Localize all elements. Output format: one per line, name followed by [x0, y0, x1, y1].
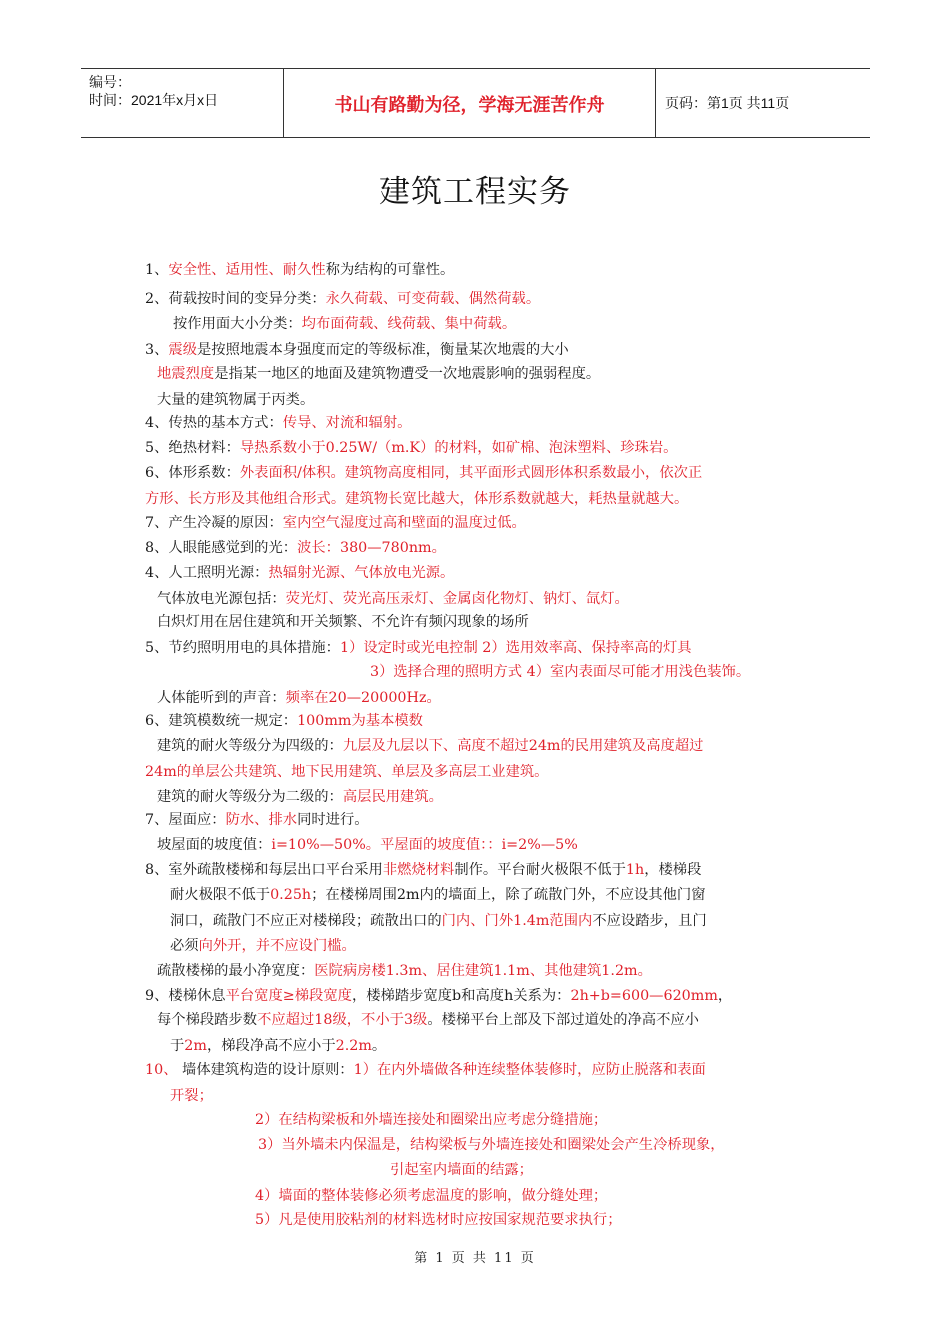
text-segment: 大量的建筑物属于丙类。 [157, 392, 315, 408]
highlighted-text: 频率在20—20000Hz。 [285, 690, 441, 706]
text-line [157, 736, 703, 756]
highlighted-text: 九层及九层以下、高度不超过24m的民用建筑及高度超过 [342, 738, 704, 754]
highlighted-text: 3）当外墙未内保温是，结构梁板与外墙连接处和圈梁处会产生冷桥现象， [258, 1137, 725, 1153]
highlighted-text: 2.2m [335, 1038, 372, 1054]
document-title: 建筑工程实务 [379, 174, 571, 210]
text-segment: 建筑的耐火等级分为四级的： [157, 738, 343, 754]
text-line [255, 1110, 607, 1130]
text-segment: 洞口，疏散门不应正对楼梯段；疏散出口的 [170, 913, 442, 929]
highlighted-text: 100mm为基本模数 [297, 713, 423, 729]
text-segment: 不应设踏步，且门 [592, 913, 707, 929]
highlighted-text: 5）凡是使用胶粘剂的材料选材时应按国家规范要求执行； [255, 1212, 622, 1228]
text-line [258, 1135, 725, 1155]
text-segment: ，梯段净高不应小于 [206, 1038, 336, 1054]
page-footer: 第 1 页 共 11 页 [414, 1251, 536, 1266]
highlighted-text: 24m的单层公共建筑、地下民用建筑、单层及多高层工业建筑。 [145, 764, 549, 780]
header-divider [655, 69, 656, 137]
header-page-label: 页码：第1页 共11页 [665, 95, 790, 111]
text-line [157, 364, 600, 384]
highlighted-text: 安全性、适用性、耐久性 [168, 262, 326, 278]
highlighted-text: 传导、对流和辐射。 [282, 415, 412, 431]
highlighted-text: 门内、门外1.4m范围内 [441, 913, 593, 929]
text-segment: 建筑的耐火等级分为二级的： [157, 789, 343, 805]
text-line [173, 314, 516, 334]
highlighted-text: 1）在内外墙做各种连续整体装修时，应防止脱落和表面 [353, 1062, 706, 1078]
text-segment: 4、人工照明光源： [145, 565, 269, 581]
text-line [145, 438, 677, 458]
highlighted-text: 室内空气湿度过高和壁面的温度过低。 [282, 515, 526, 531]
text-line [145, 538, 446, 558]
text-line [145, 463, 702, 483]
text-line [170, 911, 707, 931]
text-segment: 。楼梯平台上部及下部过道处的净高不应小 [427, 1012, 699, 1028]
text-line [157, 612, 529, 632]
text-segment: 5、节约照明用电的具体措施： [145, 640, 340, 656]
text-line [145, 513, 526, 533]
highlighted-text: 震级 [168, 342, 197, 358]
text-line [157, 787, 443, 807]
text-line [145, 1060, 706, 1080]
text-line [157, 390, 314, 410]
text-segment: 3、 [145, 342, 169, 358]
text-segment: 墙体建筑构造的设计原则： [177, 1062, 354, 1078]
text-segment: 8、人眼能感觉到的光： [145, 540, 298, 556]
highlighted-text: 4）墙面的整体装修必须考虑温度的影响，做分缝处理； [255, 1188, 608, 1204]
text-segment: 按作用面大小分类： [173, 316, 302, 332]
header-meta [89, 73, 218, 109]
highlighted-text: 平台宽度≥梯段宽度 [225, 988, 352, 1004]
text-segment: ，楼梯段 [644, 862, 702, 878]
highlighted-text: 防水、排水 [225, 812, 298, 828]
text-line [145, 563, 454, 583]
text-segment: 称为结构的可靠性。 [325, 262, 455, 278]
text-segment: 白炽灯用在居住建筑和开关频繁、不允许有频闪现象的场所 [157, 614, 529, 630]
text-line [145, 340, 569, 360]
header-motto: 书山有路勤为径，学海无涯苦作舟 [334, 95, 605, 116]
highlighted-text: 医院病房楼1.3m、居住建筑1.1m、其他建筑1.2m。 [314, 963, 652, 979]
text-segment: 制作。平台耐火极限不低于 [454, 862, 626, 878]
text-segment: 5、绝热材料： [145, 440, 240, 456]
page-header [81, 68, 870, 138]
text-segment: 。 [371, 1038, 387, 1054]
highlighted-text: 荧光灯、荧光高压汞灯、金属卤化物灯、钠灯、氙灯。 [285, 591, 629, 607]
text-line [145, 289, 540, 309]
number-label: 编号： [89, 74, 131, 90]
highlighted-text: 3）选择合理的照明方式 4）室内表面尽可能才用浅色装饰。 [370, 664, 751, 680]
text-segment: 每个梯段踏步数 [157, 1012, 258, 1028]
highlighted-text: 导热系数小于0.25W/（m.K）的材料，如矿棉、泡沫塑料、珍珠岩。 [239, 440, 678, 456]
text-line [145, 711, 423, 731]
text-segment: 疏散楼梯的最小净宽度： [157, 963, 315, 979]
text-segment: 必须 [170, 938, 199, 954]
text-line [170, 1036, 386, 1056]
text-line [370, 662, 750, 682]
text-line [390, 1160, 533, 1180]
highlighted-text: 2h+b=600—620mm [570, 988, 718, 1004]
text-segment: ，楼梯踏步宽度b和高度h关系为： [351, 988, 571, 1004]
text-line [145, 762, 548, 782]
text-segment: 于 [170, 1038, 185, 1054]
text-segment: 6、体形系数： [145, 465, 240, 481]
text-segment: 7、屋面应： [145, 812, 226, 828]
time-label: 时间：2021年x月x日 [89, 92, 219, 108]
text-segment: 同时进行。 [297, 812, 369, 828]
highlighted-text: 均布面荷载、线荷载、集中荷载。 [301, 316, 517, 332]
highlighted-text: 方形、长方形及其他组合形式。建筑物长宽比越大，体形系数就越大，耗热量就越大。 [145, 491, 689, 507]
text-segment: 2、荷载按时间的变异分类： [145, 291, 326, 307]
text-segment: 6、建筑模数统一规定： [145, 713, 298, 729]
highlighted-text: 1h [625, 862, 645, 878]
highlighted-text: 2m [184, 1038, 207, 1054]
text-line [145, 986, 732, 1006]
text-line [157, 688, 441, 708]
text-line [170, 1086, 213, 1106]
text-line [255, 1210, 622, 1230]
text-segment: 耐火极限不低于 [170, 887, 271, 903]
highlighted-text: 2）在结构梁板和外墙连接处和圈梁出应考虑分缝措施； [255, 1112, 608, 1128]
text-line [145, 260, 454, 280]
text-segment: 是按照地震本身强度而定的等级标准，衡量某次地震的大小 [197, 342, 569, 358]
text-line [157, 589, 629, 609]
highlighted-text: 地震烈度 [157, 366, 215, 382]
highlighted-text: 开裂； [170, 1088, 213, 1104]
text-line [170, 936, 356, 956]
highlighted-text: 10、 [145, 1062, 178, 1078]
text-segment: 4、传热的基本方式： [145, 415, 283, 431]
text-segment: 1、 [145, 262, 169, 278]
highlighted-text: 热辐射光源、气体放电光源。 [268, 565, 455, 581]
highlighted-text: 向外开，并不应设门槛。 [198, 938, 356, 954]
highlighted-text: 1）设定时或光电控制 2）选用效率高、保持率高的灯具 [339, 640, 692, 656]
highlighted-text: 永久荷载、可变荷载、偶然荷载。 [325, 291, 541, 307]
text-segment: 9、楼梯休息 [145, 988, 226, 1004]
highlighted-text: 非燃烧材料 [382, 862, 455, 878]
text-segment: 7、产生冷凝的原因： [145, 515, 283, 531]
text-segment: ；在楼梯周围2m内的墙面上，除了疏散门外，不应设其他门窗 [311, 887, 706, 903]
text-line [170, 885, 706, 905]
highlighted-text: 波长：380—780nm。 [297, 540, 446, 556]
highlighted-text: 高层民用建筑。 [342, 789, 443, 805]
highlighted-text: 不应超过18级，不小于3级 [257, 1012, 428, 1028]
highlighted-text: 外表面积/体积。建筑物高度相同，其平面形式圆形体积系数最小，依次正 [239, 465, 703, 481]
text-segment: 坡屋面的坡度值： [157, 837, 272, 853]
highlighted-text: 0.25h [270, 887, 312, 903]
text-segment: 气体放电光源包括： [157, 591, 286, 607]
text-segment: 人体能听到的声音： [157, 690, 286, 706]
text-segment: ， [717, 988, 733, 1004]
text-line [157, 835, 578, 855]
text-segment: 是指某一地区的地面及建筑物遭受一次地震影响的强弱程度。 [214, 366, 601, 382]
text-line [255, 1186, 607, 1206]
highlighted-text: i=10%—50%。平屋面的坡度值：：i=2%—5% [271, 837, 578, 853]
text-line [145, 810, 369, 830]
text-line [157, 961, 652, 981]
text-line [157, 1010, 699, 1030]
text-line [145, 860, 701, 880]
highlighted-text: 引起室内墙面的结露； [390, 1162, 533, 1178]
text-segment: 8、室外疏散楼梯和每层出口平台采用 [145, 862, 383, 878]
text-line [145, 638, 692, 658]
text-line [145, 413, 411, 433]
text-line [145, 489, 688, 509]
